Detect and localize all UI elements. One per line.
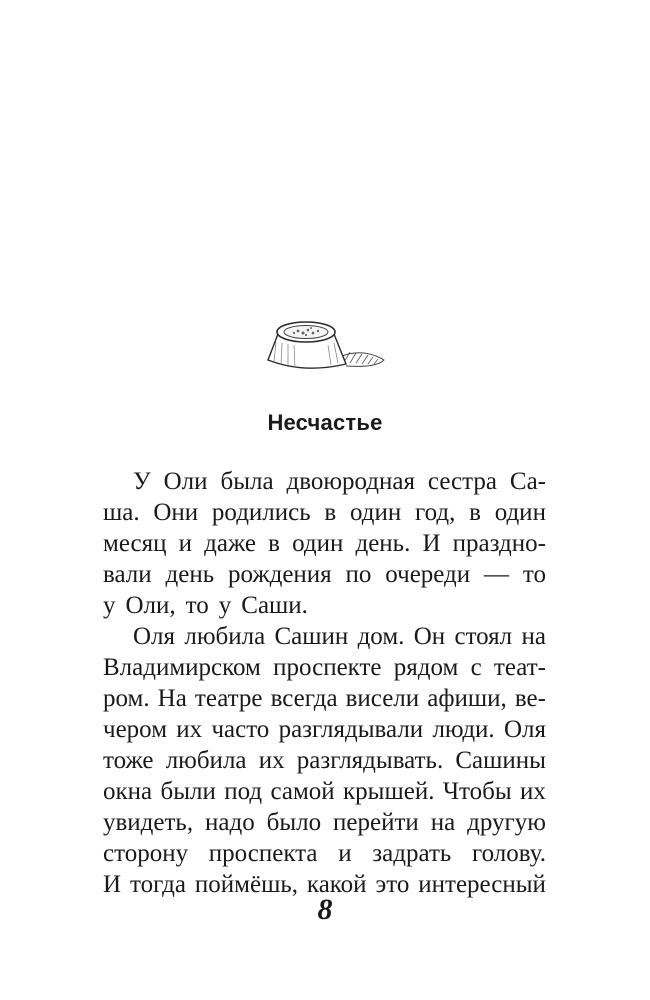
word: сторону [103,840,189,867]
word: задрать [372,840,452,867]
word: рядом [393,654,459,681]
word: это [375,871,410,898]
word: дом. [357,623,405,650]
word: поймёшь, [194,871,298,898]
word: их [520,778,546,805]
word: Оля [503,716,546,743]
word: очереди [385,561,471,588]
word: надо [205,809,255,836]
word: ша. [103,499,140,526]
text-line [103,591,546,621]
word: вали [103,561,152,588]
word: стоял [454,623,513,650]
text-line [133,622,546,652]
word: под [224,778,263,805]
word: их [258,747,285,774]
word: месяц [103,530,167,557]
word: в [469,499,481,526]
word: окна [103,778,153,805]
word: год, [414,499,456,526]
pet-bowl-icon [264,312,388,376]
word: тоже [103,747,154,774]
word: самой [270,778,335,805]
word: ром. [103,685,150,712]
word: проспекте [273,654,382,681]
word: в [268,530,280,557]
word: Са- [509,468,546,495]
word: с [470,654,482,681]
word: другую [467,809,546,836]
word: рождения [227,561,332,588]
word: любила [184,623,266,650]
word: тогда [130,871,186,898]
word: и [338,840,352,867]
word: было [266,809,322,836]
word: Саши. [241,592,308,619]
word: теат- [493,654,546,681]
word: И [422,530,441,557]
word: увидеть, [103,809,194,836]
word: родились [211,499,311,526]
word: Сашин [274,623,349,650]
word: чером [103,716,168,743]
word: афиши, [427,685,507,712]
page-number: 8 [317,893,333,926]
word: крышей. [343,778,435,805]
word: Владимирском [103,654,261,681]
word: по [345,561,372,588]
word: Оли, [125,592,176,619]
word: любила [165,747,247,774]
word: часто [211,716,270,743]
word: то [185,592,209,619]
word: ве- [514,685,546,712]
word: праздно- [452,530,546,557]
word: их [176,716,203,743]
text-line [103,529,546,559]
text-line [133,467,546,497]
word: один [349,499,402,526]
text-line [103,715,546,745]
word: голову. [471,840,546,867]
text-line [103,684,546,714]
word: люди. [432,716,495,743]
word: У [133,468,151,495]
word: проспекта [208,840,318,867]
word: сестра [427,468,497,495]
word: на [430,809,456,836]
word: день. [355,530,411,557]
word: Оля [133,623,176,650]
word: двоюродная [286,468,415,495]
word: один [292,530,344,557]
text-line [103,808,546,838]
word: разглядывать. [296,747,444,774]
word: перейти [333,809,419,836]
word: были [160,778,216,805]
word: театре [194,685,263,712]
text-line [103,498,546,528]
text-line [103,777,546,807]
word: Он [413,623,446,650]
word: интересный [418,871,546,898]
word: была [220,468,274,495]
word: Они [153,499,199,526]
word: разглядывали [278,716,424,743]
word: — [484,561,509,588]
word: и [178,530,193,557]
text-line [103,839,546,869]
word: Сашины [455,747,546,774]
word: в [324,499,337,526]
word: какой [306,871,367,898]
word: у [218,592,232,619]
word: то [522,561,546,588]
word: на [521,623,546,650]
word: у [103,592,116,619]
word: На [157,685,187,712]
text-line [103,653,546,683]
text-line [103,746,546,776]
text-line [103,560,546,590]
word: один [494,499,546,526]
word: Чтобы [442,778,512,805]
word: висели [345,685,420,712]
word: даже [204,530,257,557]
word: день [165,561,215,588]
word: И [103,871,122,898]
word: всегда [270,685,338,712]
word: Оли [163,468,208,495]
chapter-title: Несчастье [267,410,383,435]
